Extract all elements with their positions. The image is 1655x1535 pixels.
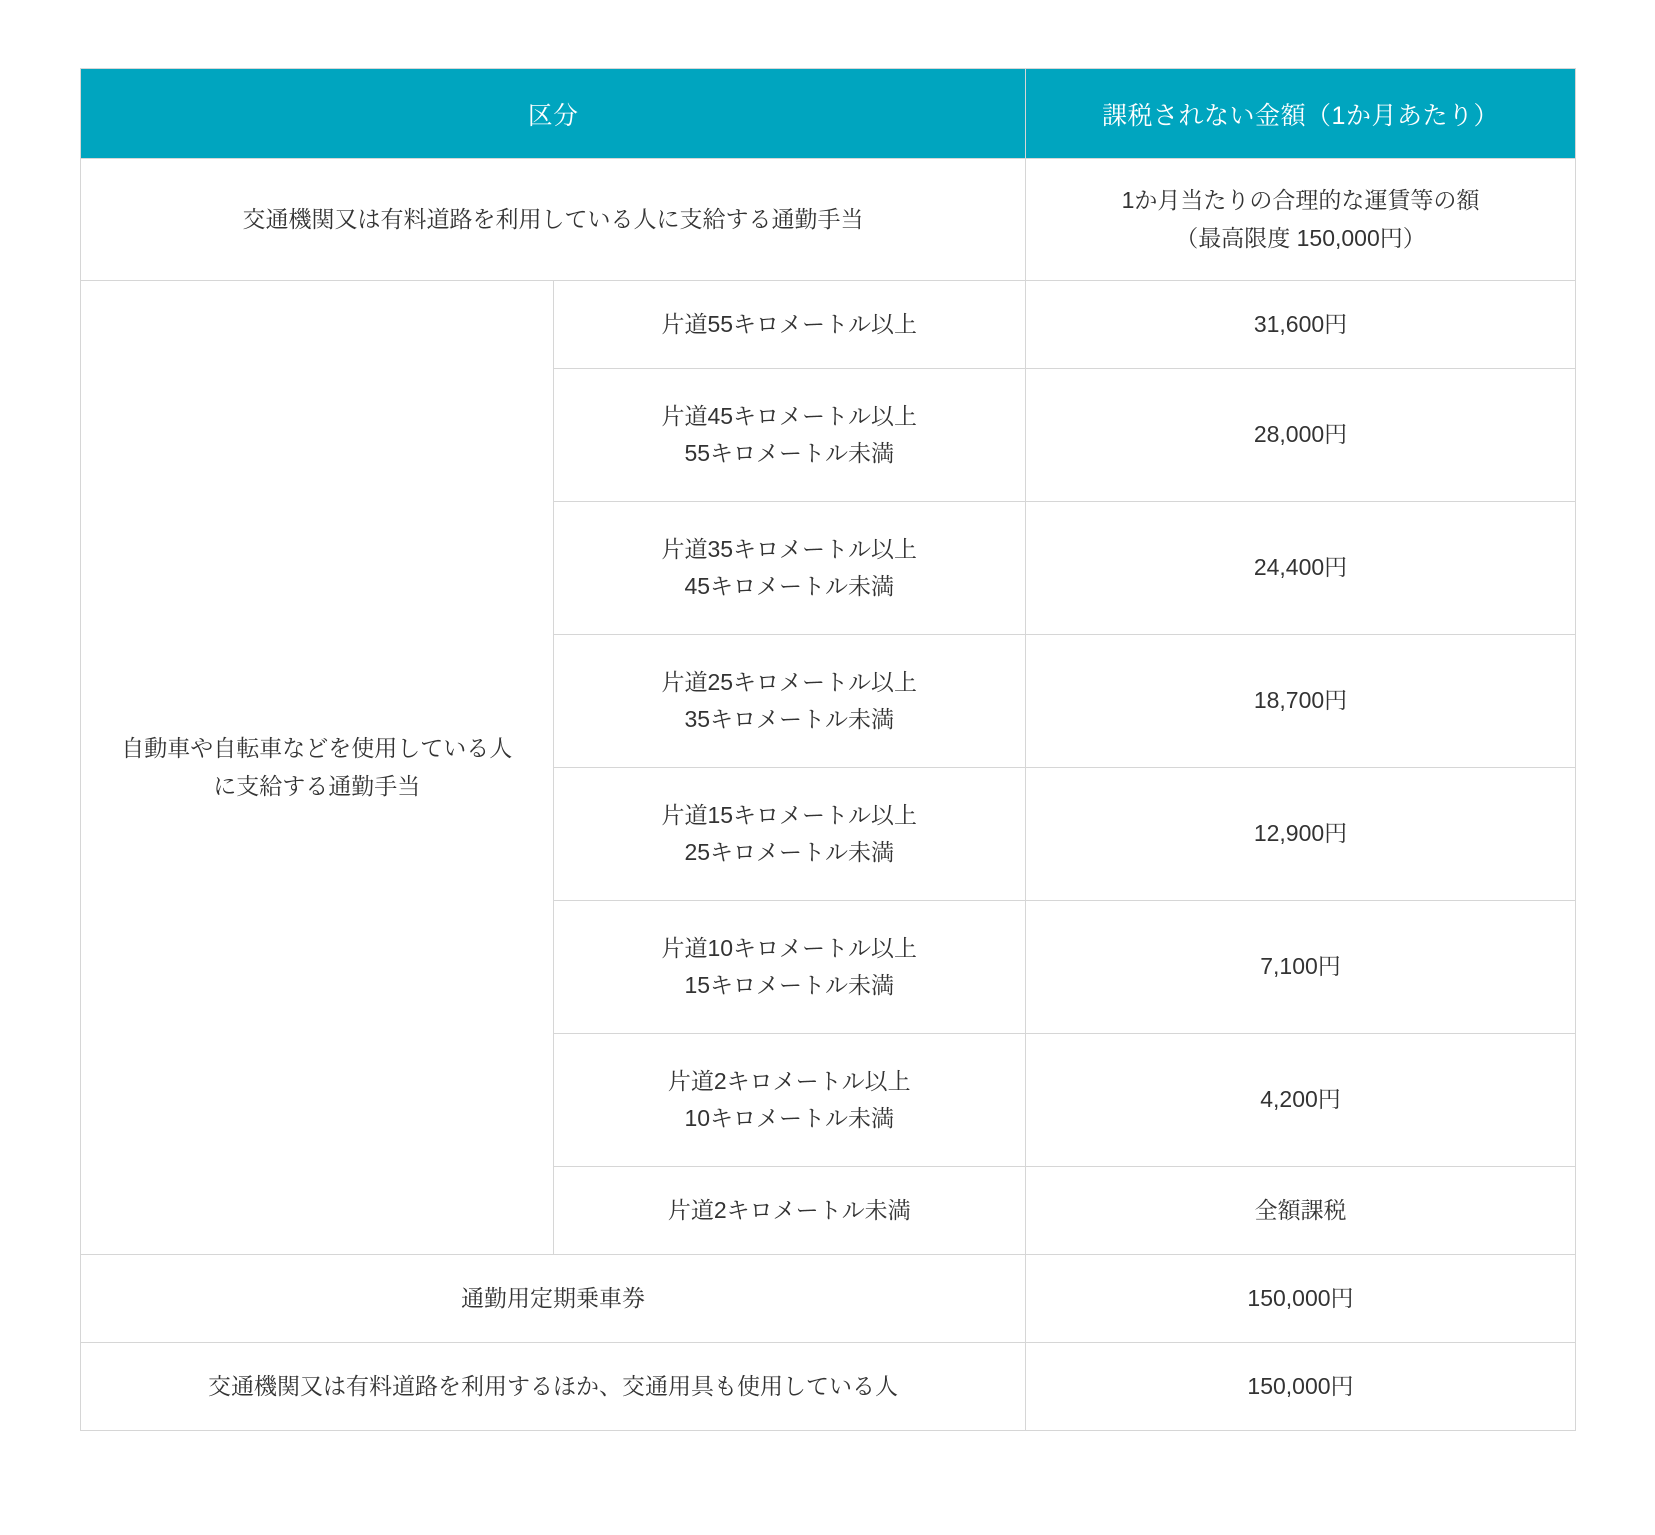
cell-amount xyxy=(1026,281,1576,369)
distance-line-1: 片道35キロメートル以上 xyxy=(661,535,918,562)
distance-line-2: 10キロメートル未満 xyxy=(684,1105,895,1131)
column-header-amount: 課税されない金額（1か月あたり） xyxy=(1026,69,1576,159)
cell-distance xyxy=(553,1167,1026,1255)
cell-amount xyxy=(1026,1167,1576,1255)
division-label: 交通機関又は有料道路を利用するほか、交通用具も使用している人 xyxy=(208,1372,898,1399)
cell-amount-pass xyxy=(1026,1255,1576,1343)
cell-distance xyxy=(553,281,1026,369)
cell-distance xyxy=(553,502,1026,635)
amount-value: 18,700円 xyxy=(1253,687,1348,714)
cell-amount xyxy=(1026,901,1576,1034)
distance-line-1: 片道25キロメートル以上 xyxy=(661,668,918,695)
cell-distance xyxy=(553,768,1026,901)
distance-line-2: 15キロメートル未満 xyxy=(684,972,895,998)
table-row xyxy=(81,1255,1576,1343)
distance-line-2: 45キロメートル未満 xyxy=(684,573,895,599)
cell-amount xyxy=(1026,635,1576,768)
cell-amount-transport xyxy=(1026,159,1576,281)
division-label: 交通機関又は有料道路を利用している人に支給する通勤手当 xyxy=(242,205,864,232)
amount-value: 150,000円 xyxy=(1247,1372,1354,1399)
amount-line-1: 1か月当たりの合理的な運賃等の額 xyxy=(1121,187,1480,214)
cell-distance xyxy=(553,1034,1026,1167)
division-label-line-1: 自動車や自転車などを使用している人 xyxy=(121,735,513,762)
distance-line-1: 片道45キロメートル以上 xyxy=(661,402,918,429)
cell-division-combined xyxy=(81,1343,1026,1431)
distance-line-2: 35キロメートル未満 xyxy=(684,706,895,732)
table-header-row xyxy=(81,69,1576,159)
amount-value: 7,100円 xyxy=(1260,953,1341,980)
distance-line-1: 片道10キロメートル以上 xyxy=(661,934,918,961)
cell-distance xyxy=(553,369,1026,502)
commute-allowance-table xyxy=(80,68,1576,1431)
distance-line-1: 片道55キロメートル以上 xyxy=(661,310,918,337)
cell-distance xyxy=(553,901,1026,1034)
table-body xyxy=(81,159,1576,1431)
amount-line-2: （最高限度 150,000円） xyxy=(1175,224,1426,251)
distance-line-1: 片道15キロメートル以上 xyxy=(661,801,918,828)
cell-amount xyxy=(1026,1034,1576,1167)
distance-line-2: 55キロメートル未満 xyxy=(684,440,895,466)
division-label-line-2: に支給する通勤手当 xyxy=(213,772,421,799)
table-header xyxy=(81,69,1576,159)
cell-division-pass xyxy=(81,1255,1026,1343)
amount-value: 31,600円 xyxy=(1253,310,1348,337)
amount-value: 28,000円 xyxy=(1253,421,1348,448)
table-row xyxy=(81,281,1576,369)
table-row xyxy=(81,1343,1576,1431)
table-row xyxy=(81,159,1576,281)
distance-line-1: 片道2キロメートル以上 xyxy=(667,1067,911,1094)
distance-line-1: 片道2キロメートル未満 xyxy=(667,1196,911,1223)
cell-division-vehicle xyxy=(81,281,554,1255)
column-header-division: 区分 xyxy=(81,69,1026,159)
amount-value: 12,900円 xyxy=(1253,820,1348,847)
amount-value: 150,000円 xyxy=(1247,1284,1354,1311)
cell-amount xyxy=(1026,502,1576,635)
distance-line-2: 25キロメートル未満 xyxy=(684,839,895,865)
amount-value: 4,200円 xyxy=(1260,1086,1341,1113)
amount-value: 全額課税 xyxy=(1254,1196,1347,1223)
division-label: 通勤用定期乗車券 xyxy=(461,1284,645,1311)
amount-value: 24,400円 xyxy=(1253,554,1348,581)
cell-amount xyxy=(1026,768,1576,901)
cell-distance xyxy=(553,635,1026,768)
cell-amount-combined xyxy=(1026,1343,1576,1431)
cell-division-transport xyxy=(81,159,1026,281)
cell-amount xyxy=(1026,369,1576,502)
